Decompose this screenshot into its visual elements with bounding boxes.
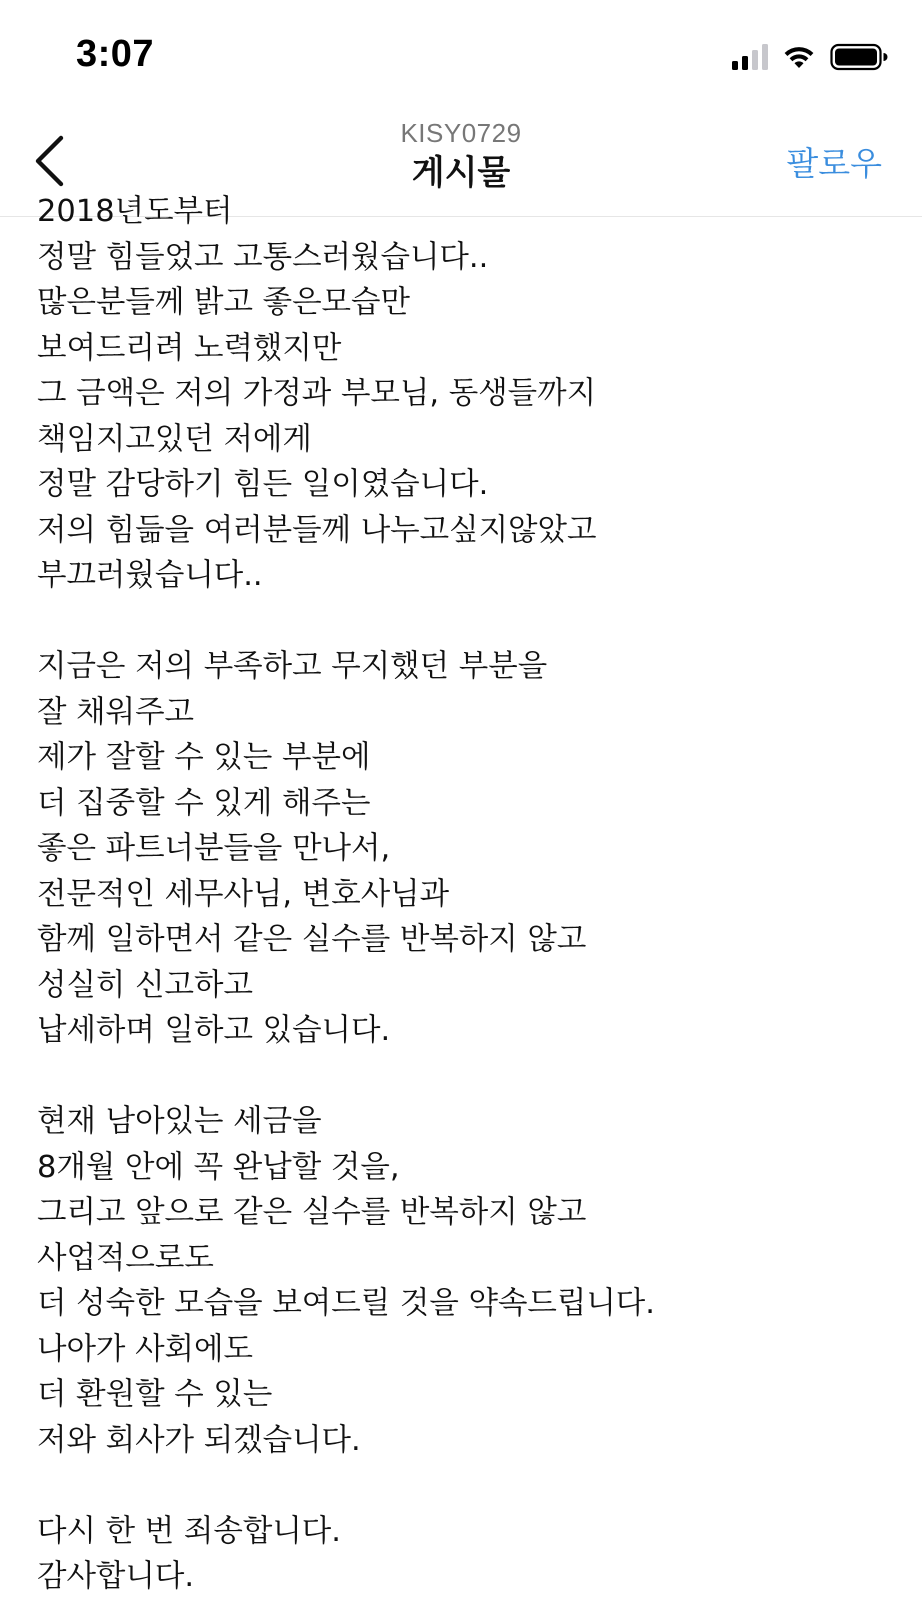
caption-line: 책임지고있던 저에게 [37, 421, 312, 457]
caption-line: 나아가 사회에도 [37, 1331, 253, 1367]
caption-line: 저와 회사가 되겠습니다. [37, 1422, 361, 1458]
caption-blank-line [37, 599, 897, 645]
follow-button[interactable]: 팔로우 [786, 144, 882, 183]
caption-line: 보여드리려 노력했지만 [37, 330, 342, 366]
caption-line: 정말 힘들었고 고통스러웠습니다.. [37, 239, 489, 275]
caption-line: 그리고 앞으로 같은 실수를 반복하지 않고 [37, 1195, 587, 1230]
caption-line: 성실히 신고하고 [37, 967, 253, 1003]
status-icons [732, 42, 888, 72]
caption-line: 지금은 저의 부족하고 무지했던 부분을 [37, 649, 548, 684]
caption-line: 전문적인 세무사님, 변호사님과 [37, 876, 450, 912]
caption-line: 8개월 안에 꼭 완납할 것을, [37, 1149, 400, 1185]
cellular-signal-icon [732, 44, 768, 70]
caption-line: 그 금액은 저의 가정과 부모님, 동생들까지 [37, 376, 597, 411]
caption-line: 다시 한 번 죄송합니다. [37, 1513, 341, 1549]
battery-icon [830, 43, 888, 71]
caption-blank-line [37, 1054, 897, 1100]
caption-line: 잘 채워주고 [37, 694, 195, 730]
caption-line: 감사합니다. [37, 1559, 195, 1594]
nav-title-group [0, 116, 922, 196]
username[interactable]: KISY0729 [400, 118, 522, 148]
page-title: 게시물 [411, 153, 511, 193]
caption-line: 더 성숙한 모습을 보여드릴 것을 약속드립니다. [37, 1286, 655, 1321]
caption-line: 사업적으로도 [37, 1240, 214, 1276]
caption-line: 저의 힘듦을 여러분들께 나누고싶지않았고 [37, 512, 597, 548]
caption-line: 더 집중할 수 있게 해주는 [37, 785, 371, 821]
caption-line: 더 환원할 수 있는 [37, 1377, 273, 1412]
caption-line: 정말 감당하기 힘든 일이였습니다. [37, 467, 489, 502]
caption-line: 현재 남아있는 세금을 [37, 1104, 322, 1139]
caption-line-cutoff: 2018년도부터 [37, 194, 233, 229]
caption-blank-line [37, 1463, 897, 1509]
caption-line: 함께 일하면서 같은 실수를 반복하지 않고 [37, 922, 587, 957]
caption-line: 많은분들께 밝고 좋은모습만 [37, 285, 410, 320]
post-content [0, 194, 922, 1594]
status-time: 3:07 [76, 33, 155, 75]
wifi-icon [782, 44, 816, 70]
status-bar [0, 0, 922, 110]
caption-line: 제가 잘할 수 있는 부분에 [37, 740, 371, 775]
caption-line: 납세하며 일하고 있습니다. [37, 1013, 391, 1048]
post-caption [37, 189, 897, 1600]
caption-line: 부끄러웠습니다.. [37, 558, 263, 593]
caption-line: 좋은 파트너분들을 만나서, [37, 831, 391, 866]
